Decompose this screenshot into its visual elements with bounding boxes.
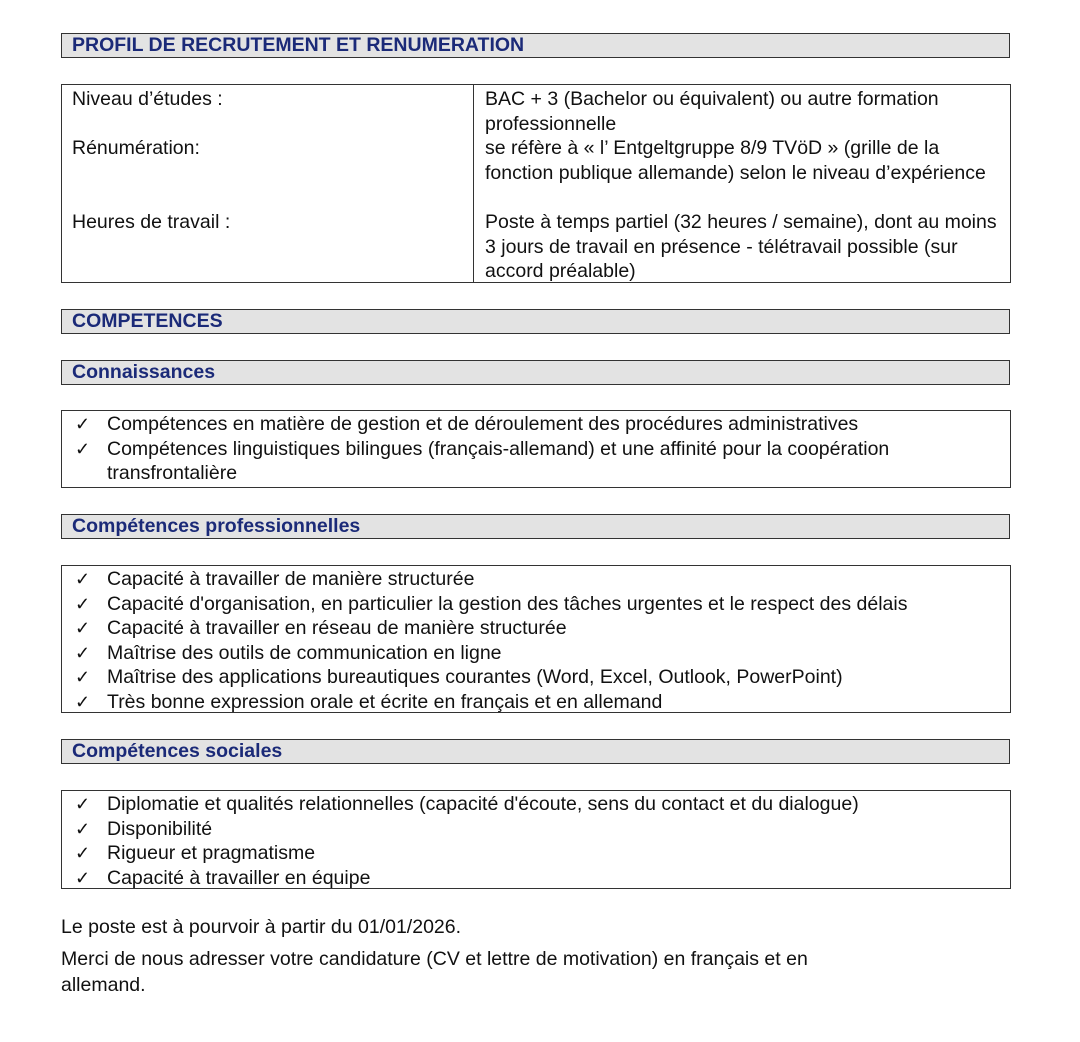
list-item bbox=[62, 616, 1010, 641]
footer-text bbox=[61, 914, 1011, 998]
sociales-list-box bbox=[61, 790, 1011, 889]
sociales-header: Compétences sociales bbox=[61, 739, 1010, 764]
profile-label-column bbox=[62, 85, 474, 282]
competences-section-header: COMPETENCES bbox=[61, 309, 1010, 334]
list-item bbox=[62, 665, 1010, 690]
checkmark-icon: ✓ bbox=[75, 667, 91, 688]
list-item-text: Diplomatie et qualités relationnelles (capacité d'écoute, sens du contact et du dialogue) bbox=[107, 793, 859, 815]
sociales-list bbox=[62, 792, 1010, 890]
checkmark-icon: ✓ bbox=[75, 843, 91, 864]
professionnelles-header: Compétences professionnelles bbox=[61, 514, 1010, 539]
start-date-text: Le poste est à pourvoir à partir du 01/01/2026. bbox=[61, 916, 462, 938]
list-item-text: Compétences en matière de gestion et de déroulement des procédures administratives bbox=[107, 413, 859, 435]
list-item-text: Capacité à travailler de manière structurée bbox=[107, 568, 475, 590]
profile-label-salary: Rénumération: bbox=[72, 137, 200, 159]
checkmark-icon: ✓ bbox=[75, 867, 91, 888]
checkmark-icon: ✓ bbox=[75, 569, 91, 589]
professionnelles-list bbox=[62, 567, 1010, 715]
list-item-text: Capacité à travailler en équipe bbox=[107, 866, 371, 889]
list-item bbox=[62, 641, 1010, 666]
checkmark-icon: ✓ bbox=[75, 794, 91, 814]
list-item bbox=[62, 437, 1010, 486]
checkmark-icon: ✓ bbox=[75, 691, 91, 712]
connaissances-header: Connaissances bbox=[61, 360, 1010, 385]
list-item-text: Maîtrise des applications bureautiques courantes (Word, Excel, Outlook, PowerPoint) bbox=[107, 666, 843, 689]
profile-value-education: BAC + 3 (Bachelor ou équivalent) ou autre formation professionnelle bbox=[485, 88, 939, 135]
list-item-text: Capacité à travailler en réseau de manière structurée bbox=[107, 617, 567, 640]
list-item-text: Capacité d'organisation, en particulier la gestion des tâches urgentes et le respect des délais bbox=[107, 592, 908, 615]
list-item-text: Rigueur et pragmatisme bbox=[107, 842, 316, 865]
list-item-text: Très bonne expression orale et écrite en français et en allemand bbox=[107, 690, 663, 713]
list-item bbox=[62, 792, 1010, 817]
profile-label-education: Niveau d’études : bbox=[72, 88, 223, 110]
list-item bbox=[62, 817, 1010, 842]
list-item bbox=[62, 412, 1010, 437]
checkmark-icon: ✓ bbox=[75, 618, 91, 639]
profile-value-salary: se réfère à « l’ Entgeltgruppe 8/9 TVöD » (grille de la fonction publique allemande) selon le niveau d’expérience bbox=[485, 137, 986, 184]
list-item bbox=[62, 690, 1010, 715]
checkmark-icon: ✓ bbox=[75, 642, 91, 663]
profile-section-header: PROFIL DE RECRUTEMENT ET RENUMERATION bbox=[61, 33, 1010, 58]
profile-value-hours: Poste à temps partiel (32 heures / semaine), dont au moins 3 jours de travail en présence - télétravail possible (sur accord préalable) bbox=[485, 211, 997, 283]
profile-value-column bbox=[474, 85, 1010, 282]
list-item-text: Disponibilité bbox=[107, 817, 213, 840]
connaissances-list-box bbox=[61, 410, 1011, 488]
checkmark-icon: ✓ bbox=[75, 414, 91, 434]
profile-table bbox=[61, 84, 1011, 283]
list-item bbox=[62, 866, 1010, 891]
professionnelles-list-box bbox=[61, 565, 1011, 713]
checkmark-icon: ✓ bbox=[75, 593, 91, 614]
list-item bbox=[62, 841, 1010, 866]
profile-label-hours: Heures de travail : bbox=[72, 211, 231, 233]
list-item-text: Maîtrise des outils de communication en ligne bbox=[107, 641, 502, 664]
list-item bbox=[62, 567, 1010, 592]
checkmark-icon: ✓ bbox=[75, 818, 91, 839]
list-item-text: Compétences linguistiques bilingues (français-allemand) et une affinité pour la coopération transfrontalière bbox=[107, 437, 890, 485]
application-text: Merci de nous adresser votre candidature (CV et lettre de motivation) en français et en allemand. bbox=[61, 948, 808, 996]
connaissances-list bbox=[62, 412, 1010, 486]
list-item bbox=[62, 592, 1010, 617]
checkmark-icon: ✓ bbox=[75, 438, 91, 459]
